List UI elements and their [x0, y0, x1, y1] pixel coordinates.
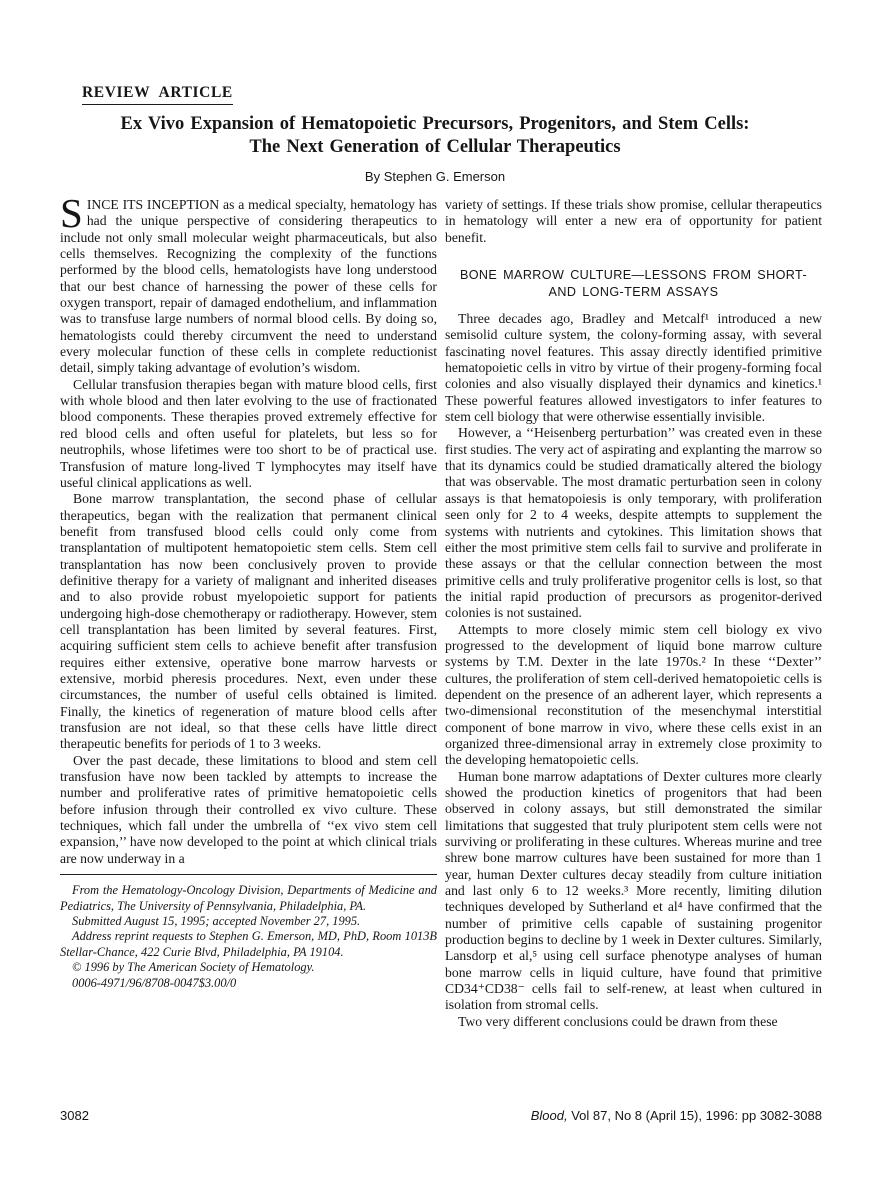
right-column	[445, 197, 822, 1030]
citation-detail: Vol 87, No 8 (April 15), 1996: pp 3082-3088	[567, 1108, 822, 1123]
footnote-block	[60, 883, 437, 991]
paragraph: Over the past decade, these limitations to blood and stem cell transfusion have now been tackled by attempts to increase the number and proliferative rates of primitive hematopoietic cells before infusion through their controlled ex vivo culture. These techniques, which fall under the umbrella of ‘‘ex vivo stem cell expansion,’’ have now developed to the point at which clinical trials are now underway in a	[60, 752, 437, 866]
article-body	[60, 190, 822, 1030]
lead-paragraph	[60, 190, 437, 377]
journal-name: Blood,	[530, 1108, 568, 1123]
paragraph: However, a ‘‘Heisenberg perturbation’’ was created even in these first studies. The very act of aspirating and explanting the marrow so that its dynamics could be studied dramatically altered the biology that was observable. The most dramatic perturbation seen in colony assays is that hematopoiesis is only temporary, with proliferation seen only for 2 to 4 weeks, despite attempts to supplement the systems with nutrients and cytokines. This limitation shows that either the most primitive stem cells fail to survive and proliferate in these assays or that the cellular connection between the most primitive cells and truly proliferative progenitor cells is lost, so that the initial rapid production of precursors as progenitor-derived colonies is not sustained.	[445, 425, 822, 621]
footnote-affiliation: From the Hematology-Oncology Division, Departments of Medicine and Pediatrics, The University of Pennsylvania, Philadelphia, PA.	[60, 883, 437, 913]
paragraph-continuation: variety of settings. If these trials show promise, cellular therapeutics in hematology will enter a new era of opportunity for patient benefit.	[445, 197, 822, 245]
article-title: Ex Vivo Expansion of Hematopoietic Precursors, Progenitors, and Stem Cells: The Next Generation of Cellular Therapeutics	[120, 114, 750, 157]
left-column	[60, 190, 437, 1030]
paragraph: Two very different conclusions could be drawn from these	[458, 1013, 778, 1029]
lead-paragraph-text: INCE ITS INCEPTION as a medical specialty, hematology has had the unique perspective of considering therapeutics to include not only small molecular weight pharmaceuticals, but also cells themselves. Recognizing the complexity of the functions performed by the blood cells, hematologists have long understood that our best chance of harnessing the power of these cells for oxygen transport, repair of damaged endothelium, and inflammation was to transfuse large numbers of normal blood cells. By doing so, hematologists could thereby circumvent the need to understand every molecular function of these cells in complete reductionist detail, simply taking advantage of evolution’s wisdom.	[60, 197, 437, 376]
footnote-submission: Submitted August 15, 1995; accepted November 27, 1995.	[72, 913, 361, 928]
footnote-copyright: © 1996 by The American Society of Hematology.	[72, 960, 315, 975]
article-byline: By Stephen G. Emerson	[364, 169, 506, 184]
article-type-kicker: REVIEW ARTICLE	[82, 84, 233, 105]
journal-citation	[531, 1108, 822, 1123]
paragraph: Three decades ago, Bradley and Metcalf¹ introduced a new semisolid culture system, the colony-forming assay, with several fascinating novel features. This assay directly identified primitive hematopoietic cells in vitro by virtue of their progeny-forming focal colonies and also visually displayed their dynamics and kinetics.¹ These powerful features allowed investigators to infer features to stem cell biology that were otherwise essentially invisible.	[445, 311, 822, 425]
drop-cap: S	[60, 190, 83, 236]
paragraph: Attempts to more closely mimic stem cell biology ex vivo progressed to the development of liquid bone marrow culture systems by T.M. Dexter in the late 1970s.² In these ‘‘Dexter’’ cultures, the proliferation of stem cell-derived hematopoietic cells is dependent on the presence of an adherent layer, which represents a two-dimensional reconstitution of the mesenchymal interstitial component of bone marrow in vivo, where these cells exist in an organized three-dimensional array in extremely close proximity to the developing hematopoietic cells.	[445, 621, 822, 768]
footnote-reprint-address: Address reprint requests to Stephen G. Emerson, MD, PhD, Room 1013B Stellar-Chance, 422 Curie Blvd, Philadelphia, PA 19104.	[60, 929, 437, 959]
footnote-article-code: 0006-4971/96/8708-0047$3.00/0	[72, 975, 237, 990]
footnote-divider	[60, 874, 437, 875]
page-number: 3082	[60, 1108, 89, 1123]
paragraph: Human bone marrow adaptations of Dexter cultures more clearly showed the production kinetics of progenitors that had been observed in colony assays, but still demonstrated the similar limitations that suggested that truly pluripotent stem cells were not surviving or proliferating in these cultures. Whereas murine and tree shrew bone marrow cultures have been sustained for more than 1 year, human Dexter cultures decay steadily from culture initiation and last only 6 to 12 weeks.³ More recently, limiting dilution techniques developed by Sutherland et al⁴ have confirmed that the number of primitive cells capable of sustaining progenitor production begins to decline by 1 week in Dexter cultures. Similarly, Lansdorp et al,⁵ using cell surface phenotype analyses of human bone marrow cells in liquid culture, have found that primitive CD34⁺CD38⁻ cells fail to self-renew, at least when cultured in isolation from stromal cells.	[445, 768, 822, 1013]
paragraph: Bone marrow transplantation, the second phase of cellular therapeutics, began with the realization that permanent clinical benefit from transfused blood cells could only come from transplantation of multipotent hematopoietic stem cells. Stem cell transplantation has now been conclusively proven to provide definitive therapy for a variety of malignant and inherited diseases and to also provide robust myelopoietic support for patients undergoing high-dose chemotherapy or radiotherapy. However, stem cell transplantation has been limited by several features. First, acquiring sufficient stem cells to achieve benefit after transfusion requires either extensive, operative bone marrow harvests or extensive, morbid pheresis procedures. Next, even under these circumstances, the number of useful cells obtained is limited. Finally, the kinetics of regeneration of mature blood cells after transfusion are not ideal, so that these cells have little direct therapeutic benefits for periods of 1 to 3 weeks.	[60, 491, 437, 752]
section-heading: BONE MARROW CULTURE—LESSONS FROM SHORT- AND LONG-TERM ASSAYS	[459, 268, 808, 300]
paragraph: Cellular transfusion therapies began with mature blood cells, first with whole blood and then later evolving to the use of fractionated blood components. These therapies proved extremely effective for red blood cells and often useful for platelets, but less so for neutrophils, whose lifetimes were too short to be of practical use. Transfusion of mature long-lived T lymphocytes may itself have useful clinical applications as well.	[60, 376, 437, 490]
page-footer	[60, 1108, 822, 1123]
